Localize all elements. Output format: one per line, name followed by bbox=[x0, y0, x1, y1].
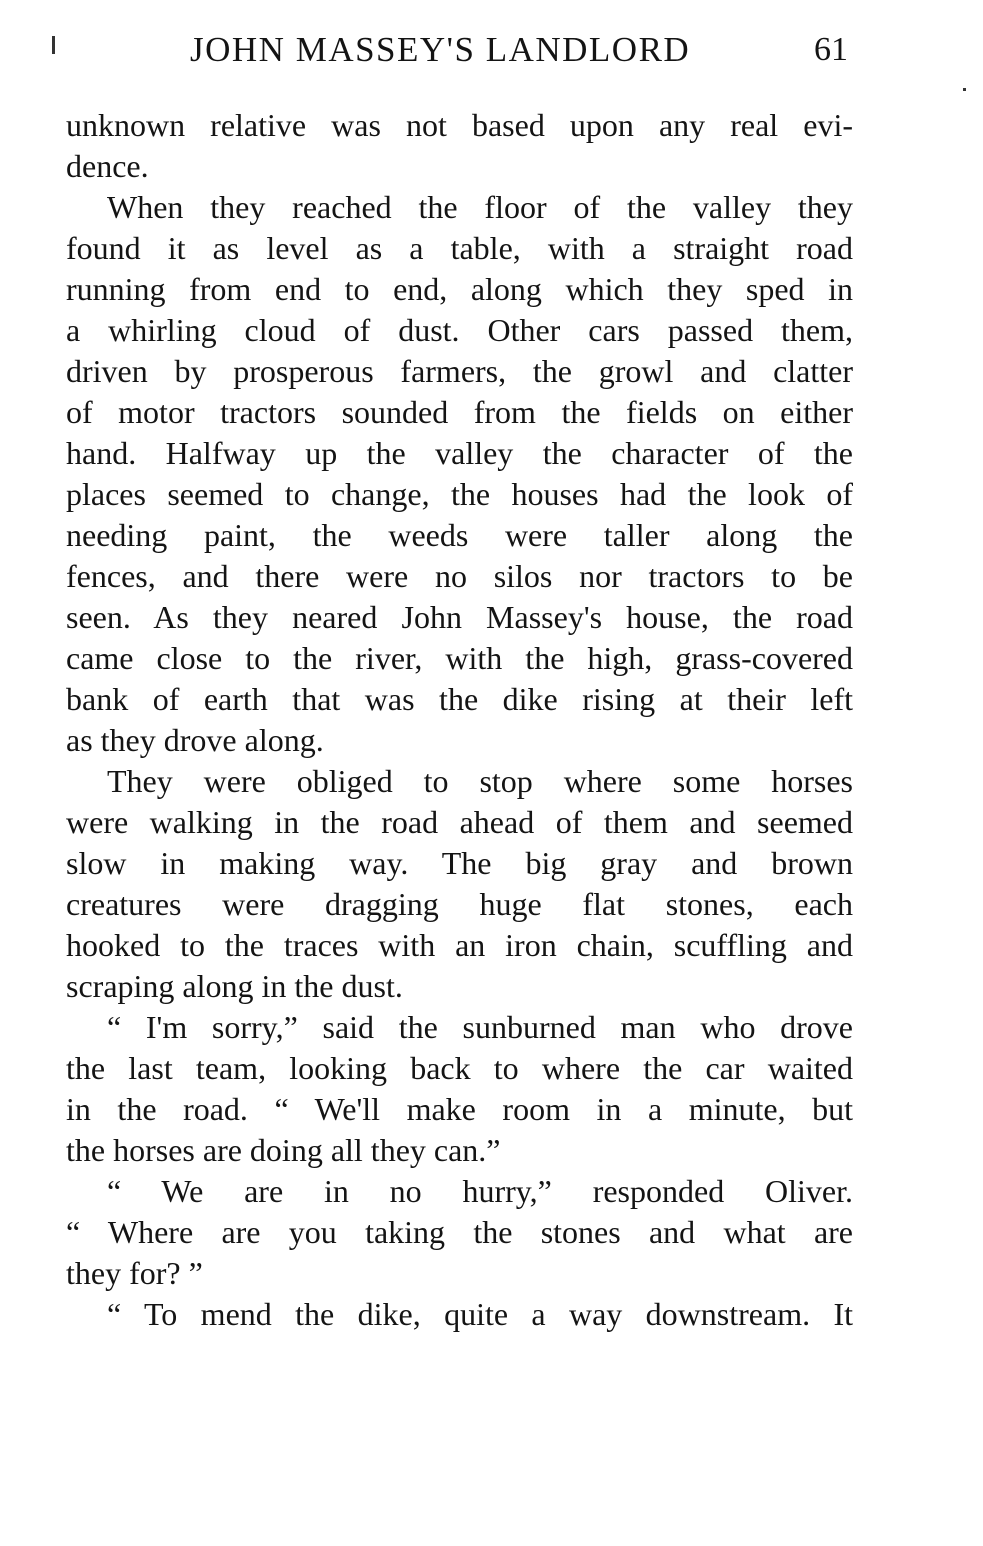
text-line: When they reached the floor of the valley they bbox=[107, 189, 853, 225]
text-line: “ Where are you taking the stones and what are bbox=[66, 1214, 853, 1250]
text-line: slow in making way. The big gray and brown bbox=[66, 845, 853, 881]
running-header bbox=[66, 22, 856, 78]
text-line: seen. As they neared John Massey's house, the road bbox=[66, 599, 853, 635]
text-line: they for? ” bbox=[66, 1255, 203, 1291]
text-line: found it as level as a table, with a straight road bbox=[66, 230, 853, 266]
text-line: hand. Halfway up the valley the character of the bbox=[66, 435, 853, 471]
text-line: as they drove along. bbox=[66, 722, 324, 758]
text-line: driven by prosperous farmers, the growl and clatter bbox=[66, 353, 853, 389]
text-line: They were obliged to stop where some horses bbox=[107, 763, 853, 799]
text-line: running from end to end, along which they sped in bbox=[66, 271, 853, 307]
text-line: “ I'm sorry,” said the sunburned man who drove bbox=[107, 1009, 853, 1045]
text-line: needing paint, the weeds were taller along the bbox=[66, 517, 853, 553]
scan-mark-left bbox=[52, 36, 55, 54]
text-line: hooked to the traces with an iron chain, scuffling and bbox=[66, 927, 853, 963]
text-line: a whirling cloud of dust. Other cars passed them, bbox=[66, 312, 853, 348]
text-line: bank of earth that was the dike rising at their left bbox=[66, 681, 853, 717]
body-text bbox=[66, 105, 853, 1335]
page-number: 61 bbox=[814, 31, 848, 68]
text-line: in the road. “ We'll make room in a minute, but bbox=[66, 1091, 853, 1127]
text-line: of motor tractors sounded from the fields on either bbox=[66, 394, 853, 430]
text-line: scraping along in the dust. bbox=[66, 968, 403, 1004]
text-line: creatures were dragging huge flat stones, each bbox=[66, 886, 853, 922]
text-line: dence. bbox=[66, 148, 149, 184]
text-line: were walking in the road ahead of them and seemed bbox=[66, 804, 853, 840]
text-line: the horses are doing all they can.” bbox=[66, 1132, 501, 1168]
text-line: places seemed to change, the houses had the look of bbox=[66, 476, 853, 512]
scan-dot-right bbox=[963, 88, 966, 91]
running-title: JOHN MASSEY'S LANDLORD bbox=[190, 30, 691, 69]
text-line: unknown relative was not based upon any real evi- bbox=[66, 107, 853, 143]
text-line: fences, and there were no silos nor tractors to be bbox=[66, 558, 853, 594]
text-line: the last team, looking back to where the car waited bbox=[66, 1050, 853, 1086]
text-line: “ We are in no hurry,” responded Oliver. bbox=[107, 1173, 853, 1209]
text-line: “ To mend the dike, quite a way downstream. It bbox=[107, 1296, 853, 1332]
text-line: came close to the river, with the high, grass-covered bbox=[66, 640, 853, 676]
